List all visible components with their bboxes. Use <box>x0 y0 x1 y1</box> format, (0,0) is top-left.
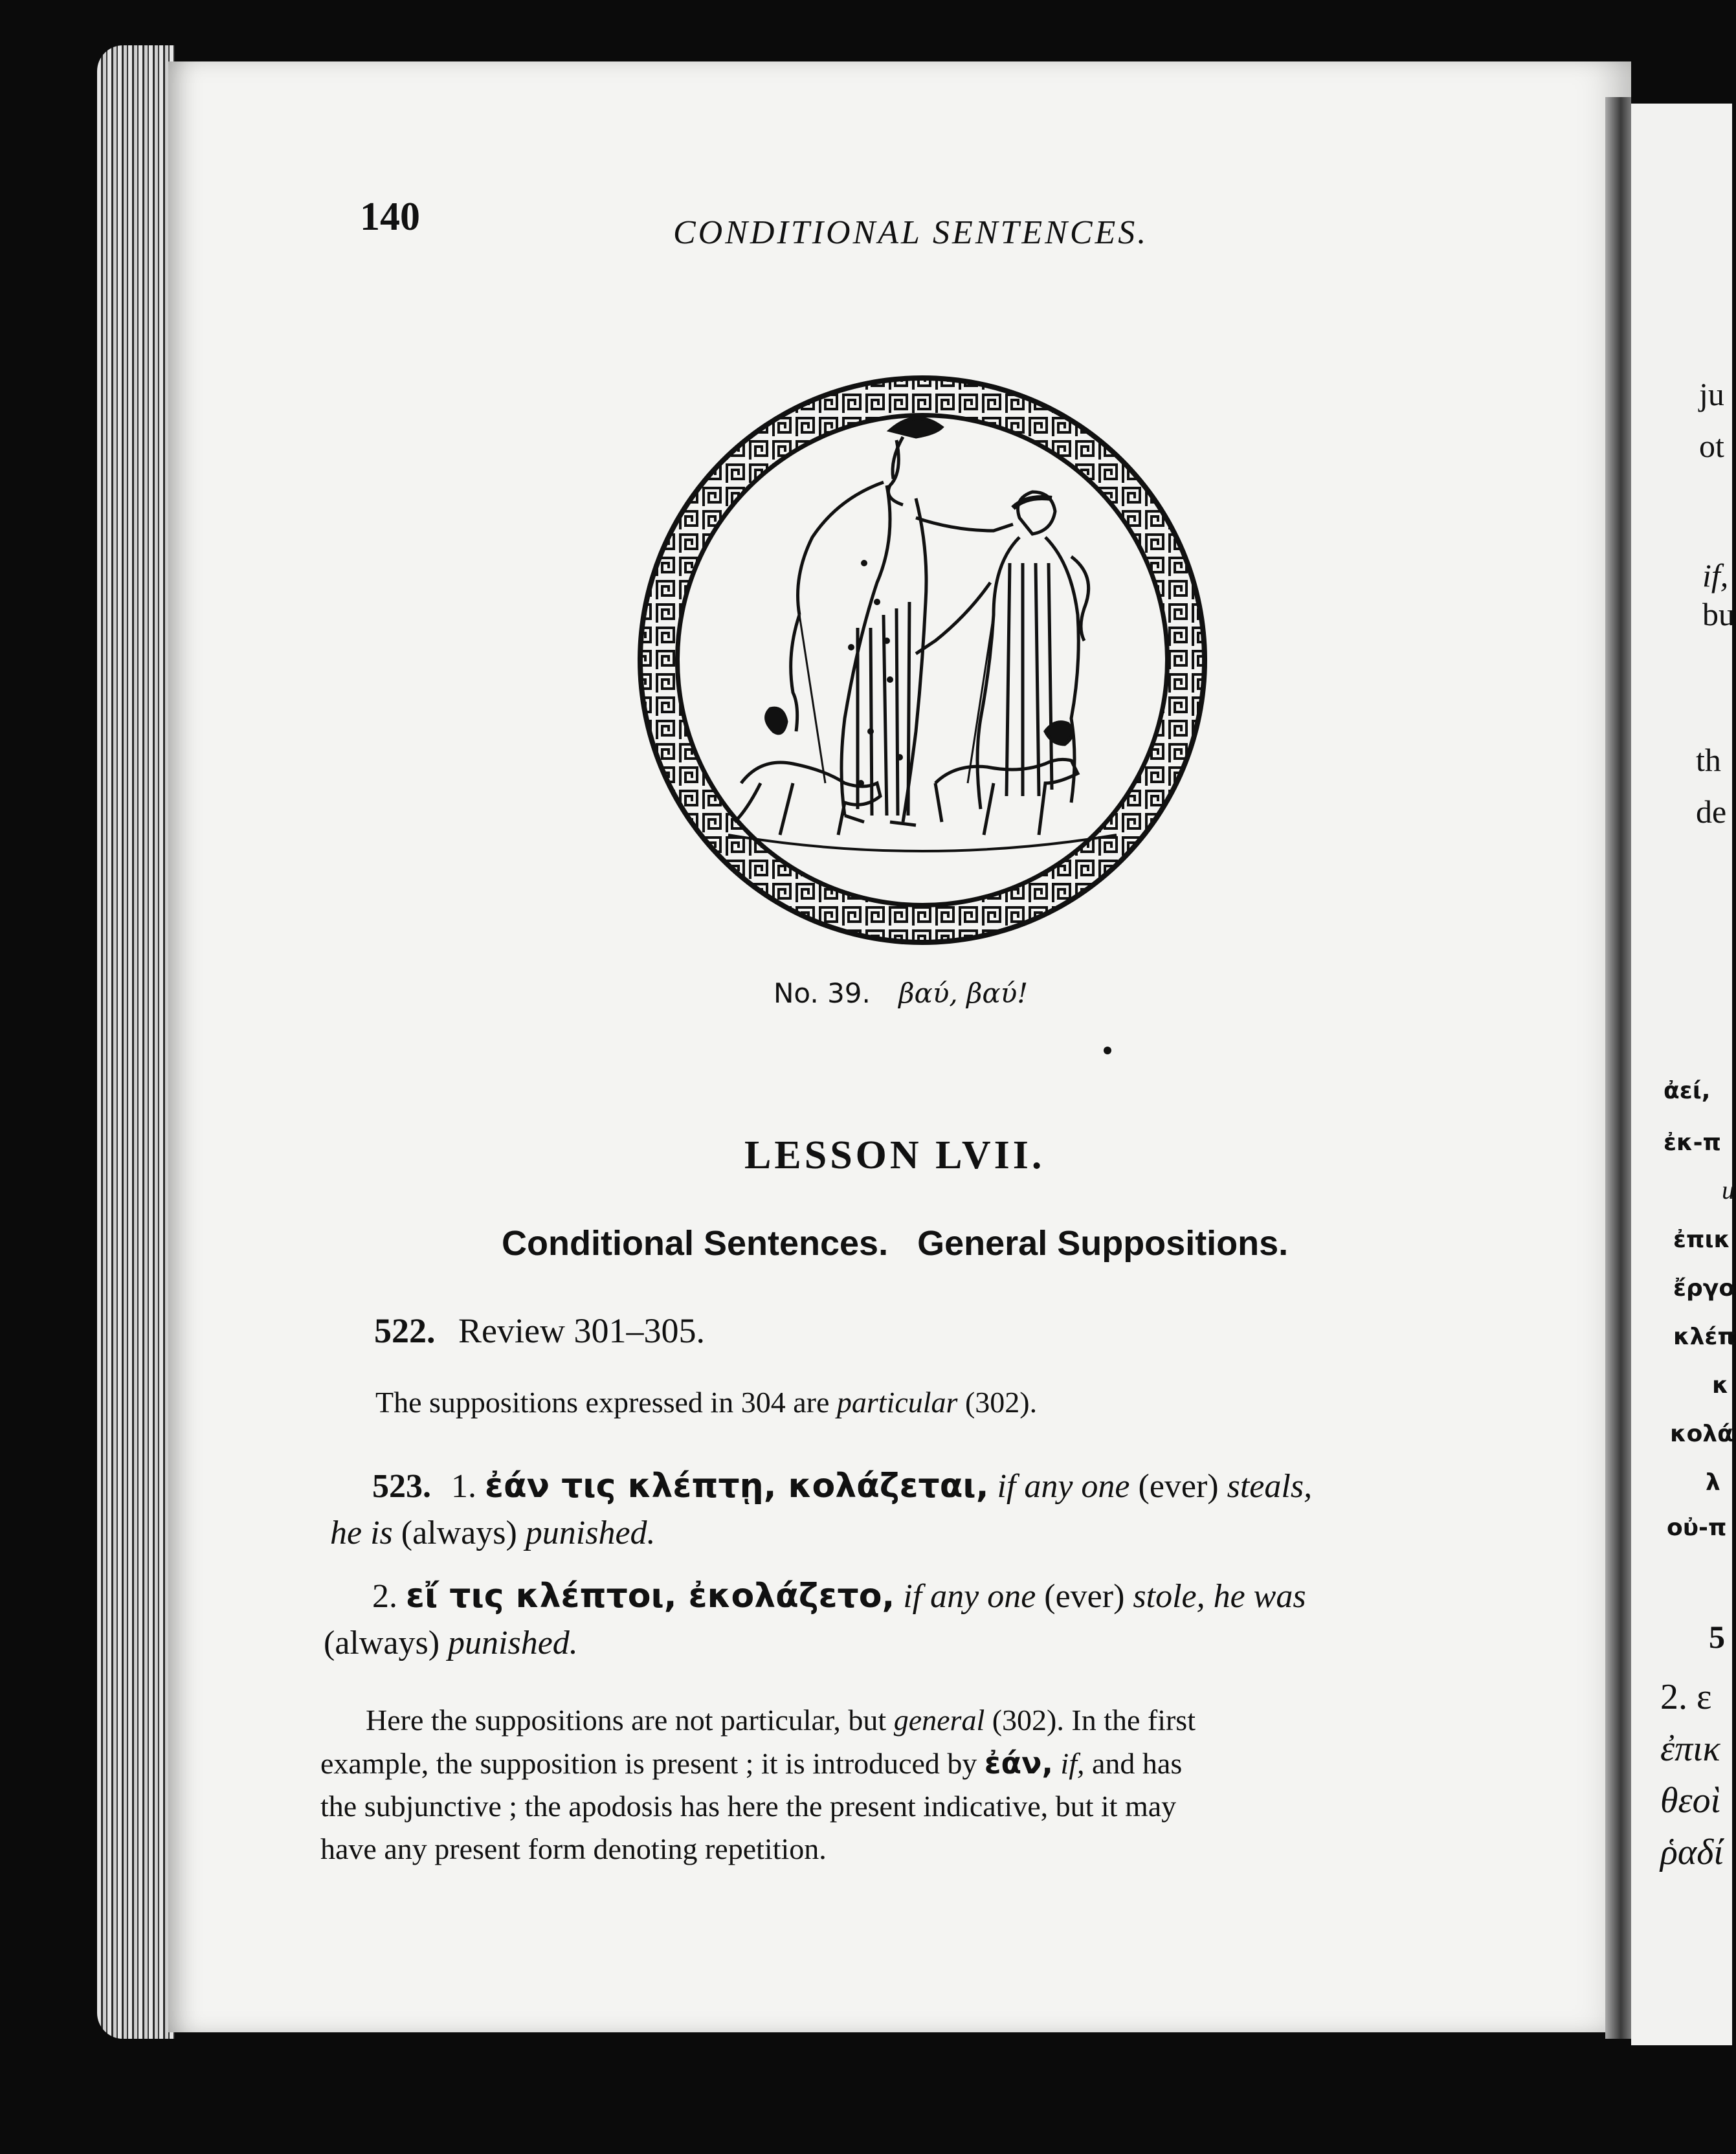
facing-fragment: bu <box>1702 596 1735 632</box>
facing-fragment: ἀεί, <box>1664 1078 1711 1104</box>
translation: he is <box>330 1515 393 1551</box>
section-522 <box>374 1311 705 1351</box>
facing-fragment: ἐκ-π <box>1664 1129 1722 1156</box>
facing-fragment: κολά <box>1670 1421 1733 1447</box>
facing-fragment: ἔργο <box>1673 1275 1735 1302</box>
book-gutter <box>1605 97 1631 2039</box>
running-head: CONDITIONAL SENTENCES. <box>673 214 1149 251</box>
section-523-example-2 <box>324 1573 1473 1667</box>
lesson-title: LESSON LVII. <box>744 1133 1045 1177</box>
facing-fragment: ju <box>1699 376 1724 412</box>
para-text: have any present form denoting repetition. <box>320 1832 827 1865</box>
example-number: 2. <box>372 1578 397 1615</box>
facing-fragment: if, <box>1702 557 1729 594</box>
facing-fragment: κ <box>1712 1372 1729 1399</box>
translation: punished. <box>525 1515 656 1551</box>
section-523-example-1 <box>330 1463 1473 1557</box>
example-number: 1. <box>451 1468 476 1505</box>
translation: (ever) <box>1044 1578 1125 1615</box>
translation: steals, <box>1227 1468 1313 1505</box>
facing-fragment: 5 <box>1709 1619 1725 1655</box>
book-page-edges <box>97 45 175 2039</box>
explanation-paragraph <box>320 1699 1486 1871</box>
facing-fragment: ot <box>1699 428 1724 464</box>
lesson-subtitle: Conditional Sentences. General Suppositions. <box>502 1224 1289 1263</box>
facing-page <box>1631 104 1736 2045</box>
section-number: 522. <box>374 1311 436 1350</box>
page-number: 140 <box>360 195 420 239</box>
translation: (always) <box>401 1515 517 1551</box>
greek-text: εἴ τις κλέπτοι, ἐκολάζετο, <box>406 1577 895 1615</box>
translation: punished. <box>448 1625 578 1661</box>
translation: stole, he was <box>1133 1578 1306 1615</box>
para-emphasis: if, <box>1052 1747 1085 1780</box>
note-text: (302). <box>957 1386 1038 1419</box>
facing-fragment: th <box>1696 742 1721 778</box>
facing-fragment: λ <box>1706 1469 1720 1496</box>
translation: (always) <box>324 1625 440 1661</box>
facing-fragment: u <box>1722 1175 1735 1205</box>
greek-text: ἐάν, <box>984 1746 1053 1781</box>
para-emphasis: general <box>893 1704 985 1737</box>
vase-painting-illustration <box>631 369 1214 951</box>
facing-fragment: ῥαδί <box>1660 1832 1724 1872</box>
facing-fragment: κλέπ <box>1673 1324 1736 1350</box>
greek-text: ἐάν τις κλέπτῃ, κολάζεται, <box>485 1467 989 1505</box>
note-text: The suppositions expressed in 304 are <box>375 1386 837 1419</box>
para-text: Here the suppositions are not particular, but <box>366 1704 894 1737</box>
para-text: (302). In the first <box>985 1704 1196 1737</box>
caption-number: No. 39. <box>773 977 871 1009</box>
section-number: 523. <box>372 1468 431 1505</box>
section-522-note <box>375 1385 1037 1419</box>
facing-fragment: 2. ε <box>1660 1677 1712 1717</box>
para-text: example, the supposition is present ; it is introduced by <box>320 1747 985 1780</box>
facing-fragment: ἐπικ <box>1673 1227 1731 1253</box>
ink-speck <box>1104 1047 1111 1054</box>
translation: if any one <box>903 1578 1036 1615</box>
figure-caption <box>773 977 1028 1009</box>
para-text: the subjunctive ; the apodosis has here the present indicative, but it may <box>320 1790 1177 1823</box>
facing-fragment: de <box>1696 794 1727 830</box>
translation: if any one <box>997 1468 1130 1505</box>
facing-fragment: θεοὶ <box>1660 1781 1721 1821</box>
caption-greek: βαύ, βαύ! <box>898 977 1029 1009</box>
translation: (ever) <box>1138 1468 1219 1505</box>
facing-fragment: οὐ-π <box>1667 1515 1727 1541</box>
facing-fragment: ἐπικ <box>1660 1729 1720 1769</box>
note-emphasis: particular <box>836 1386 958 1419</box>
para-text: and has <box>1084 1747 1183 1780</box>
section-text: Review 301–305. <box>458 1311 705 1350</box>
